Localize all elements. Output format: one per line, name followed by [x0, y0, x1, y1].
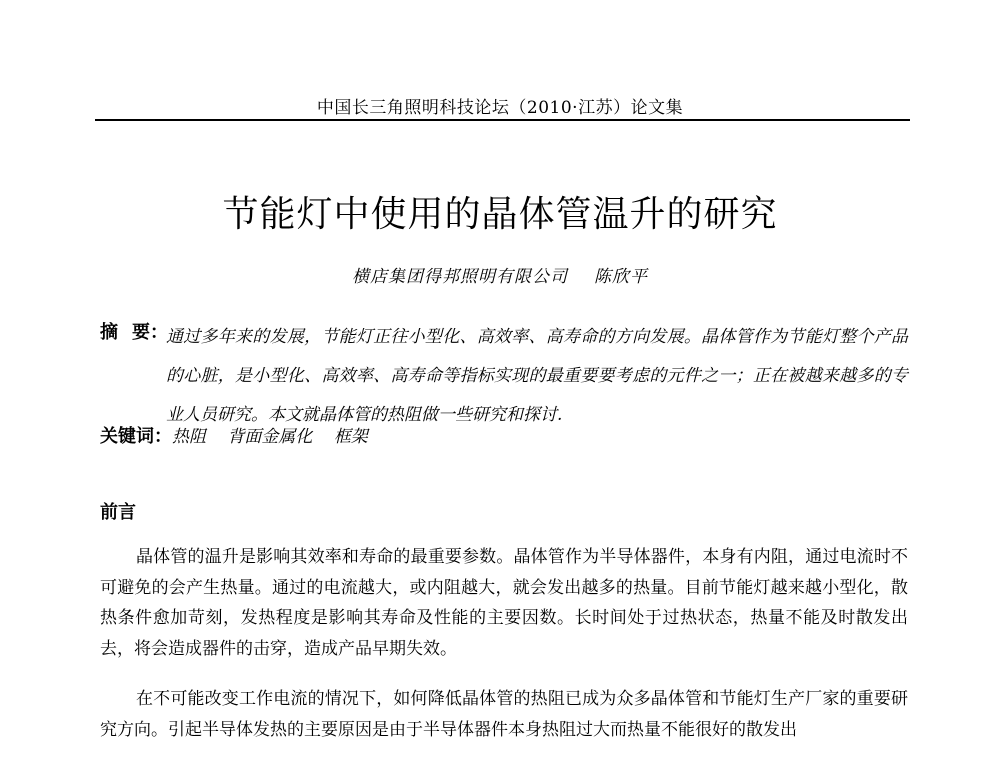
keyword: 背面金属化	[227, 427, 313, 447]
abstract-label	[100, 318, 168, 344]
abstract-label-part2: 要：	[132, 322, 168, 343]
body-paragraph: 在不可能改变工作电流的情况下，如何降低晶体管的热阻已成为众多晶体管和节能灯生产厂家的重要研究方向。引起半导体发热的主要原因是由于半导体器件本身热阻过大而热量不能很好的散发出	[100, 689, 908, 740]
abstract-text: 通过多年来的发展，节能灯正往小型化、高效率、高寿命的方向发展。晶体管作为节能灯整个产品的心脏，是小型化、高效率、高寿命等指标实现的最重要要考虑的元件之一；正在被越来越多的专业人员研究。本文就晶体管的热阻做一些研究和探讨.	[166, 327, 908, 425]
running-header: 中国长三角照明科技论坛（2010·江苏）论文集	[316, 98, 684, 118]
header-rule	[95, 119, 910, 121]
byline	[0, 262, 1000, 287]
paper-title: 节能灯中使用的晶体管温升的研究	[222, 194, 778, 235]
section-heading: 前言	[100, 502, 136, 523]
author-affiliation: 横店集团得邦照明有限公司	[352, 267, 568, 287]
body-paragraph: 晶体管的温升是影响其效率和寿命的最重要参数。晶体管作为半导体器件，本身有内阻，通过电流时不可避免的会产生热量。通过的电流越大，或内阻越大，就会发出越多的热量。目前节能灯越来越小型化，散热条件愈加苛刻，发热程度是影响其寿命及性能的主要因数。长时间处于过热状态，热量不能及时散发出去，将会造成器件的击穿，造成产品早期失效。	[100, 547, 908, 659]
author-name: 陈欣平	[594, 267, 648, 287]
keywords-list	[172, 422, 384, 447]
abstract-label-part1: 摘	[100, 322, 118, 343]
keyword: 热阻	[172, 427, 206, 447]
keywords-label: 关键词：	[100, 426, 172, 447]
keyword: 框架	[333, 427, 368, 447]
